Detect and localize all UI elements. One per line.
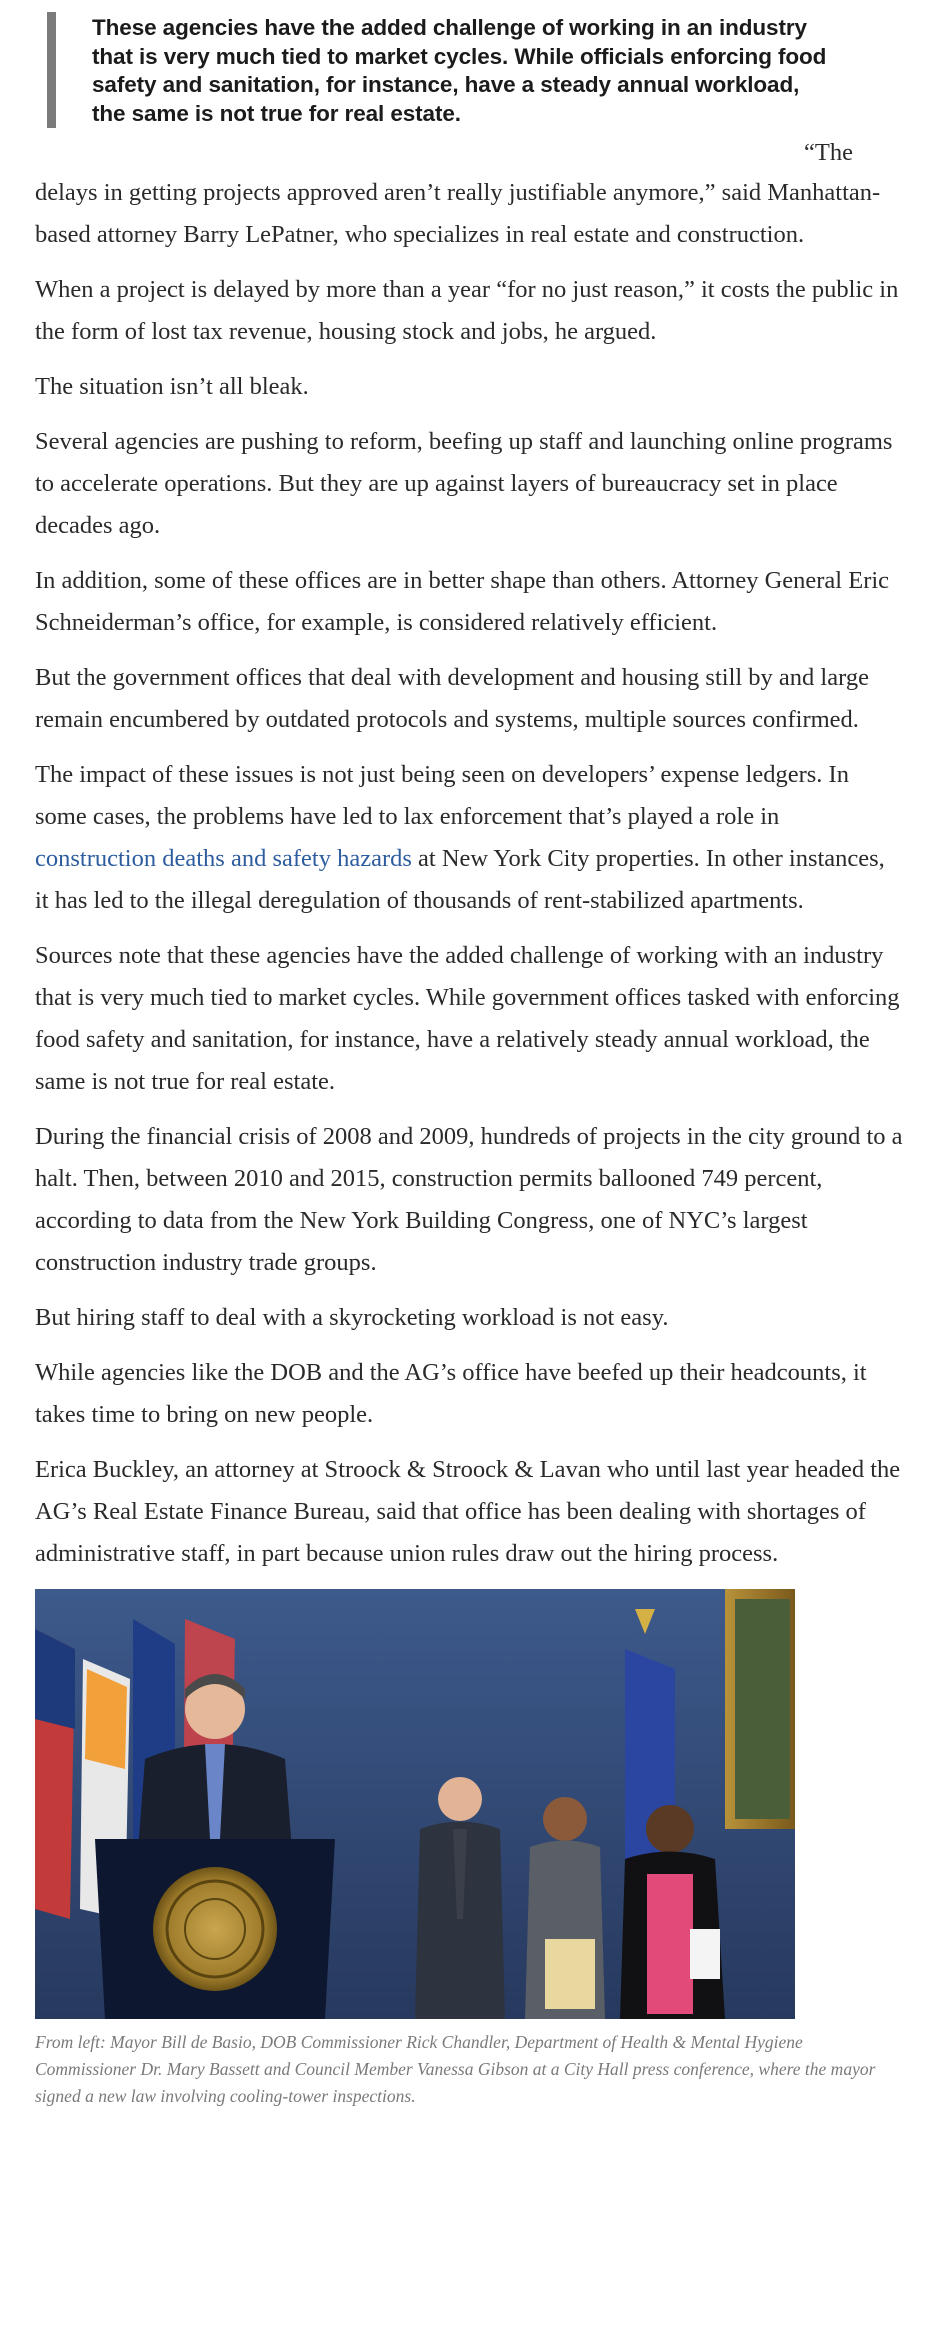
paragraph-1 [35,132,903,256]
paragraph-7 [35,754,903,922]
paragraph-3: The situation isn’t all bleak. [35,373,309,400]
city-seal [153,1867,277,1991]
person-4-head [646,1805,694,1853]
paragraph-6: But the government offices that deal with development and housing still by and large remain encumbered by outdated protocols and systems, multiple sources confirmed. [35,664,869,733]
press-conference-photo [35,1589,795,2019]
paragraph-10: But hiring staff to deal with a skyrocketing workload is not easy. [35,1304,669,1331]
press-conference-illustration [35,1589,795,2019]
photo-caption: From left: Mayor Bill de Basio, DOB Commissioner Rick Chandler, Department of Health & Mental Hygiene Commissioner Dr. Mary Bassett and Council Member Vanessa Gibson at a City Hall press conference, where the mayor signed a new law involving cooling-tower inspections. [35,2032,876,2106]
paragraph-7-text-before: The impact of these issues is not just being seen on developers’ expense ledgers. In some cases, the problems have led to lax enforcement that’s played a role in [35,761,849,830]
paragraph-1-text: delays in getting projects approved aren’t really justifiable anymore,” said Manhattan-based attorney Barry LePatner, who specializes in real estate and construction. [35,179,881,248]
person-3-head [543,1797,587,1841]
paragraph-1-opening: “The [804,139,853,166]
paragraph-9: During the financial crisis of 2008 and 2009, hundreds of projects in the city ground to a halt. Then, between 2010 and 2015, construction permits ballooned 749 percent, according to data from the New York Building Congress, one of NYC’s largest construction industry trade groups. [35,1123,903,1276]
paragraph-8: Sources note that these agencies have the added challenge of working with an industry that is very much tied to market cycles. While government offices tasked with enforcing food safety and sanitation, for instance, have a relatively steady annual workload, the same is not true for real estate. [35,942,900,1095]
paragraph-2: When a project is delayed by more than a year “for no just reason,” it costs the public in the form of lost tax revenue, housing stock and jobs, he argued. [35,276,899,345]
person-2-head [438,1777,482,1821]
article-body [35,132,903,1575]
paragraph-4: Several agencies are pushing to reform, beefing up staff and launching online programs to accelerate operations. But they are up against layers of bureaucracy set in place decades ago. [35,428,893,539]
paragraph-11: While agencies like the DOB and the AG’s office have beefed up their headcounts, it takes time to bring on new people. [35,1359,867,1428]
paragraph-7-text-after: at New York City properties. In other instances, it has led to the illegal deregulation of thousands of rent-stabilized apartments. [35,845,885,914]
paragraph-5: In addition, some of these offices are in better shape than others. Attorney General Eric Schneiderman’s office, for example, is considered relatively efficient. [35,567,890,636]
pull-quote [47,12,827,128]
pull-quote-text: These agencies have the added challenge of working in an industry that is very much tied to market cycles. While officials enforcing food safety and sanitation, for instance, have a steady annual workload, the same is not true for real estate. [92,15,827,126]
construction-deaths-link[interactable]: construction deaths and safety hazards [35,845,412,872]
paragraph-12: Erica Buckley, an attorney at Stroock & Stroock & Lavan who until last year headed the AG’s Real Estate Finance Bureau, said that office has been dealing with shortages of administrative staff, in part because union rules draw out the hiring process. [35,1456,901,1567]
article-page [0,12,938,2327]
